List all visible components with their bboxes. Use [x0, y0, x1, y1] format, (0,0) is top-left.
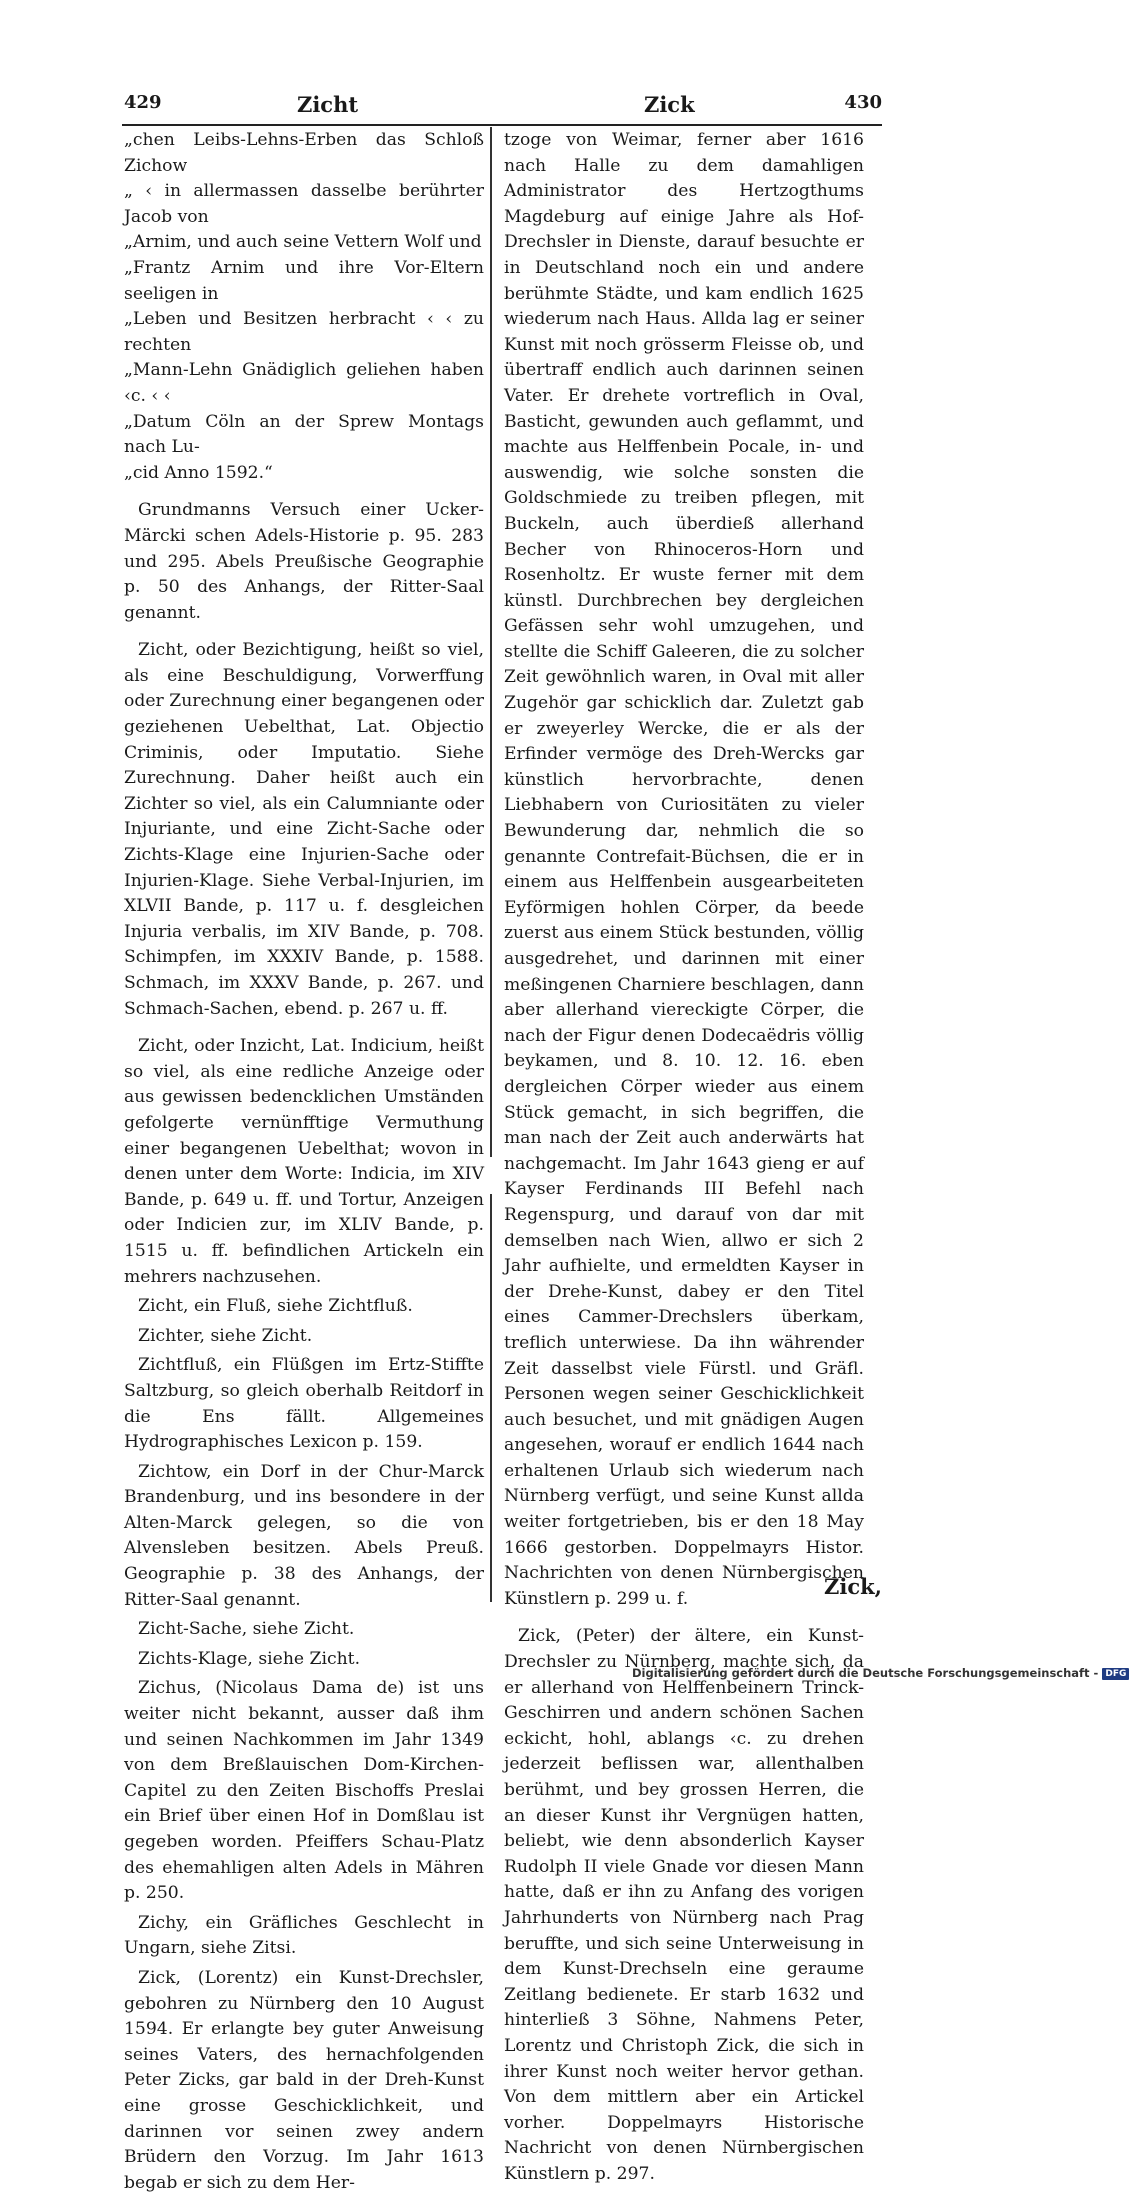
column-divider [490, 127, 492, 1157]
entry-zicht-fluss: Zicht, ein Fluß, siehe Zichtfluß. [138, 1296, 413, 1317]
header-rule [122, 124, 882, 126]
headword-left: Zicht [297, 92, 359, 117]
page-number-left: 429 [124, 92, 162, 113]
left-column [124, 128, 484, 2196]
quote-line: „chen Leibs-Lehns-Erben das Schloß Zichow [124, 130, 484, 176]
right-column [504, 128, 864, 2188]
entry-zicht-sache: Zicht-Sache, siehe Zicht. [138, 1619, 355, 1640]
digitization-footer [632, 1666, 1127, 1684]
catchword: Zick, [824, 1574, 882, 1599]
quote-line: „cid Anno 1592.“ [124, 462, 273, 483]
entry-zick-peter: Zick, (Peter) der ältere, ein Kunst-Drechsler zu Nürnberg, machte sich, da er allerhand von Helffenbeinern Trinck-Geschirren und andern schönen Sachen eckicht, hohl, ablangs ‹c. zu drehen jederzeit beflissen war, allenthalben berühmt, und bey grossen Herren, die an dieser Kunst ihr Vergnügen hatten, beliebt, wie denn absonderlich Kayser Rudolph II viele Gnade vor diesen Mann hatte, daß er ihn zu Anfang des vorigen Jahrhunderts von Nürnberg nach Prag beruffte, und sich seine Unterweisung in dem Kunst-Drechseln eine geraume Zeitlang bedienete. Er starb 1632 und hinterließ 3 Söhne, Nahmens Peter, Lorentz und Christoph Zick, die sich in ihrer Kunst noch weiter hervor gethan. Von dem mittlern aber ein Artickel vorher. Doppelmayrs Historische Nachricht von denen Nürnbergischen Künstlern p. 297. [504, 1626, 864, 2184]
page-number-right: 430 [844, 92, 882, 113]
quote-line: „Leben und Besitzen herbracht ‹ ‹ zu rechten [124, 309, 484, 355]
column-divider [490, 1194, 492, 1602]
reference-paragraph: Grundmanns Versuch einer Ucker-Märcki schen Adels-Historie p. 95. 283 und 295. Abels Preußische Geographie p. 50 des Anhangs, der Ritter-Saal genannt. [124, 500, 484, 623]
entry-zicht: Zicht, oder Bezichtigung, heißt so viel, als eine Beschuldigung, Vorwerffung oder Zurechnung einer begangenen oder geziehenen Uebelthat, Lat. Objectio Criminis, oder Imputatio. Siehe Zurechnung. Daher heißt auch ein Zichter so viel, als ein Calumniante oder Injuriante, und eine Zicht-Sache oder Zichts-Klage eine Injurien-Sache oder Injurien-Klage. Siehe Verbal-Injurien, im XLVII Bande, p. 117 u. f. desgleichen Injuria verbalis, im XIV Bande, p. 708. Schimpfen, im XXXIV Bande, p. 1588. Schmach, im XXXV Bande, p. 267. und Schmach-Sachen, ebend. p. 267 u. ff. [124, 640, 484, 1019]
entry-zick-lorentz-continued: tzoge von Weimar, ferner aber 1616 nach Halle zu dem damahligen Administrator des Hertzogthums Magdeburg auf einige Jahre als Hof-Drechsler in Dienste, darauf besuchte er in Deutschland noch ein und andere berühmte Städte, und kam endlich 1625 wiederum nach Haus. Allda lag er seiner Kunst mit noch grösserm Fleisse ob, und übertraff endlich auch darinnen seinen Vater. Er drehete vortreflich in Oval, Basticht, gewunden auch geflammt, und machte aus Helffenbein Pocale, in- und auswendig, wie solche sonsten die Goldschmiede zu treiben pflegen, mit Buckeln, auch überdieß allerhand Becher von Rhinoceros-Horn und Rosenholtz. Er wuste ferner mit dem künstl. Durchbrechen bey dergleichen Gefässen sehr wohl umzugehen, und stellte die Schiff Galeeren, die zu solcher Zeit gewöhnlich waren, in Oval mit aller Zugehör gar schicklich dar. Zuletzt gab er zweyerley Wercke, die er als der Erfinder vermöge des Dreh-Wercks gar künstlich hervorbrachte, denen Liebhabern von Curiositäten zu vieler Bewunderung dar, nehmlich die so genannte Contrefait-Büchsen, die er in einem aus Helffenbein ausgearbeiteten Eyförmigen hohlen Cörper, da beede zuerst aus einem Stück bestunden, völlig ausgedrehet, und darinnen mit einer meßingenen Charniere beschlagen, dann aber allerhand viereckigte Cörper, die nach der Figur denen Dodecaëdris völlig beykamen, und 8. 10. 12. 16. eben dergleichen Cörper wieder aus einem Stück gemacht, in sich begriffen, die man nach der Zeit auch anderwärts hat nachgemacht. Im Jahr 1643 gieng er auf Kayser Ferdinands III Befehl nach Regenspurg, und darauf von dar mit demselben nach Wien, allwo er sich 2 Jahr aufhielte, und ermeldten Kayser in der Drehe-Kunst, dabey er den Titel eines Cammer-Drechslers überkam, treflich unterwiese. Da ihn währender Zeit dasselbst viele Fürstl. und Gräfl. Personen wegen seiner Geschicklichkeit auch besuchet, und mit gnädigen Augen angesehen, worauf er endlich 1644 nach erhaltenen Urlaub sich wiederum nach Nürnberg verfügt, und seine Kunst allda weiter fortgetrieben, bis er den 18 May 1666 gestorben. Doppelmayrs Histor. Nachrichten von denen Nürnbergischen Künstlern p. 299 u. f. [504, 130, 864, 1609]
dfg-logo: DFG [1102, 1668, 1129, 1680]
entry-zichus: Zichus, (Nicolaus Dama de) ist uns weiter nicht bekannt, ausser daß ihm und seinen Nachkommen im Jahr 1349 von dem Breßlauischen Dom-Kirchen-Capitel zu den Zeiten Bischoffs Preslai ein Brief über einen Hof in Domßlau ist gegeben worden. Pfeiffers Schau-Platz des ehemahligen alten Adels in Mähren p. 250. [124, 1678, 484, 1904]
quote-line: „Arnim, und auch seine Vettern Wolf und [124, 232, 482, 253]
headword-right: Zick [644, 92, 695, 117]
entry-zichter: Zichter, siehe Zicht. [138, 1325, 313, 1346]
entry-zichy: Zichy, ein Gräfliches Geschlecht in Ungarn, siehe Zitsi. [124, 1912, 484, 1959]
quote-line: „Mann-Lehn Gnädiglich geliehen haben ‹c. ‹ ‹ [124, 360, 484, 406]
entry-zichtfluss: Zichtfluß, ein Flüßgen im Ertz-Stiffte Saltzburg, so gleich oberhalb Reitdorf in die Ens fällt. Allgemeines Hydrographisches Lexicon p. 159. [124, 1355, 484, 1453]
entry-zichts-klage: Zichts-Klage, siehe Zicht. [138, 1648, 361, 1669]
quote-line: „Datum Cöln an der Sprew Montags nach Lu- [124, 411, 484, 458]
quote-line: „Frantz Arnim und ihre Vor-Eltern seeligen in [124, 257, 484, 304]
quote-line: „ ‹ in allermassen dasselbe berührter Jacob von [124, 181, 484, 227]
running-head [112, 92, 892, 132]
entry-zichtow: Zichtow, ein Dorf in der Chur-Marck Brandenburg, und ins besondere in der Alten-Marck gelegen, so die von Alvensleben besitzen. Abels Preuß. Geographie p. 38 des Anhangs, der Ritter-Saal genannt. [124, 1461, 484, 1610]
footer-text: Digitalisierung gefördert durch die Deutsche Forschungsgemeinschaft - [632, 1666, 1099, 1680]
entry-zick-lorentz: Zick, (Lorentz) ein Kunst-Drechsler, gebohren zu Nürnberg den 10 August 1594. Er erlangte bey guter Anweisung seines Vaters, des hernachfolgenden Peter Zicks, gar bald in der Dreh-Kunst eine grosse Geschicklichkeit, und darinnen vor seinen zwey andern Brüdern den Vorzug. Im Jahr 1613 begab er sich zu dem Her- [124, 1967, 484, 2193]
entry-zicht-inzicht: Zicht, oder Inzicht, Lat. Indicium, heißt so viel, als eine redliche Anzeige oder aus gewissen bedencklichen Umständen gefolgerte vernünfftige Vermuthung einer begangenen Uebelthat; wovon in denen unter dem Worte: Indicia, im XIV Bande, p. 649 u. ff. und Tortur, Anzeigen oder Indicien zur, im XLIV Bande, p. 1515 u. ff. befindlichen Artickeln ein mehrers nachzusehen. [124, 1036, 484, 1287]
